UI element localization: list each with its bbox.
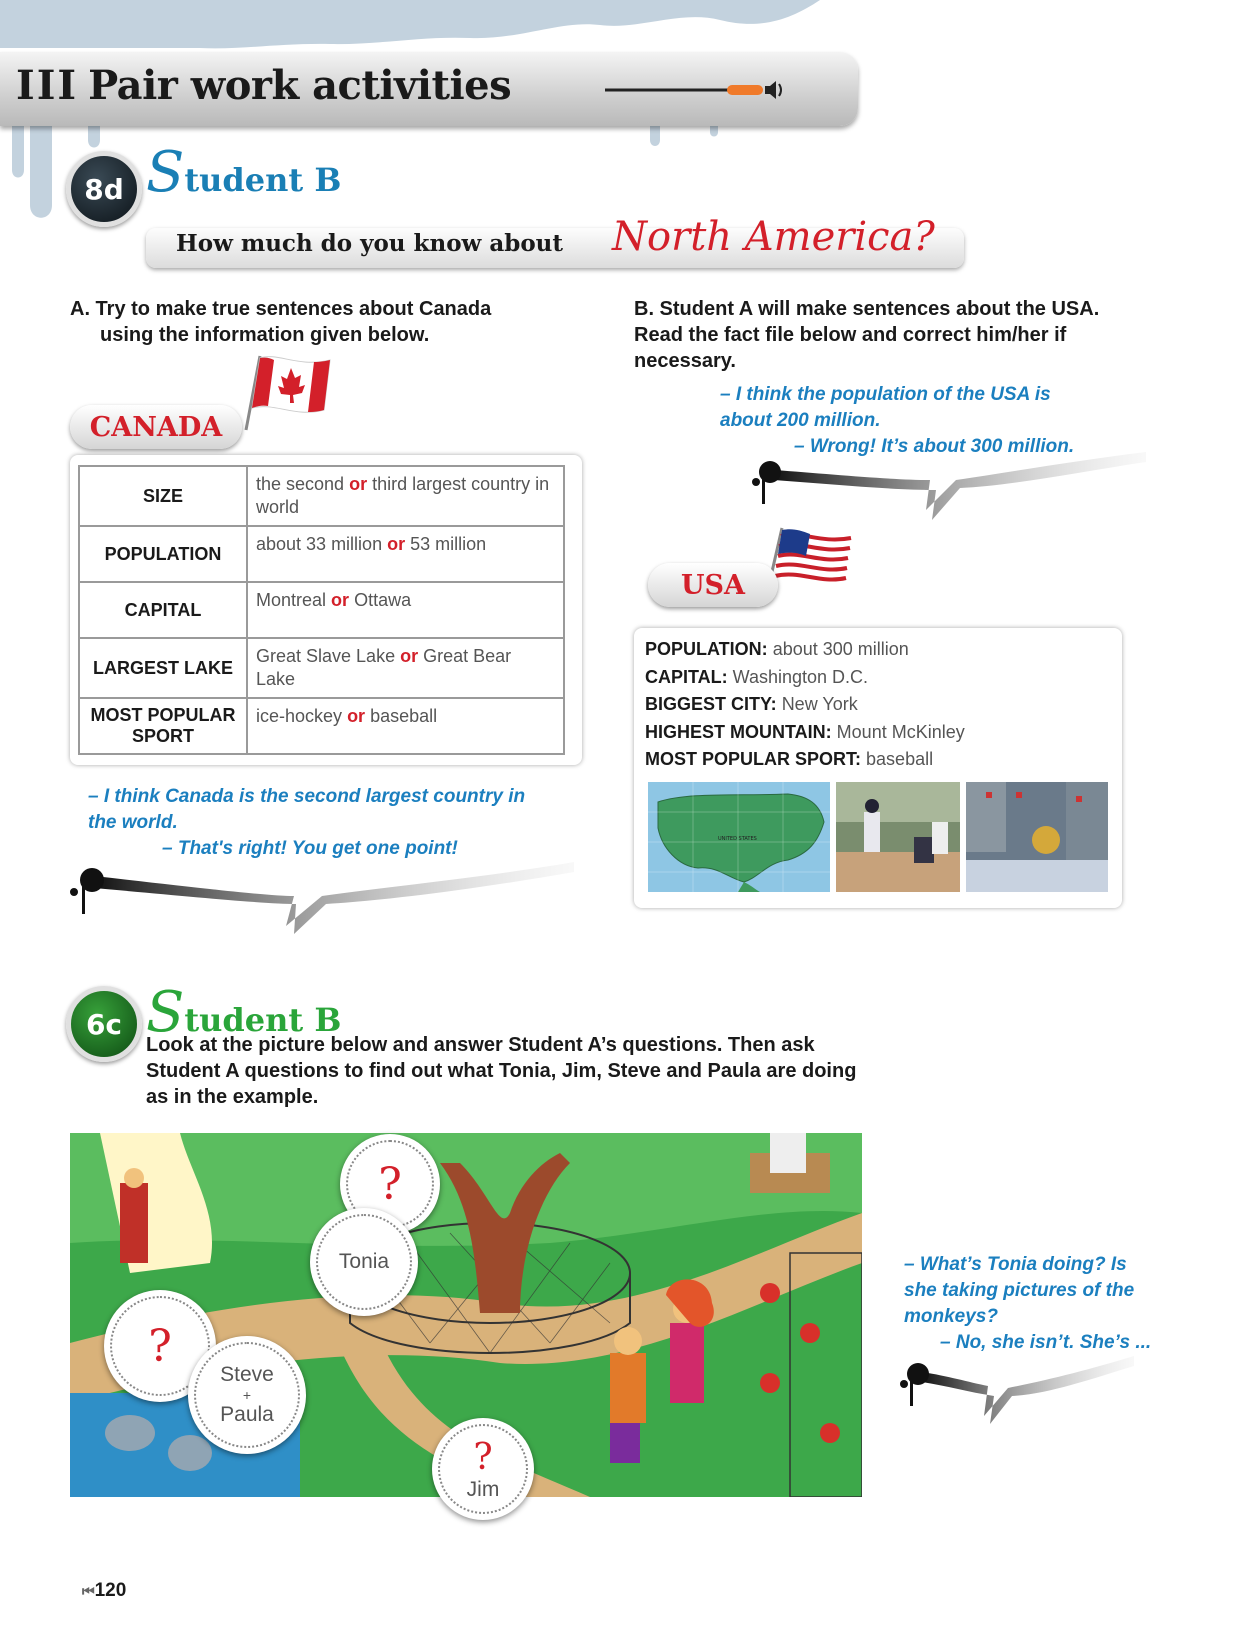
question-prefix: How much do you know about [176, 230, 564, 257]
dialog-usa-2: – Wrong! It’s about 300 million. [794, 436, 1075, 457]
question-highlight: North America? [612, 214, 935, 260]
dialog-tonia-1: – What’s Tonia doing? Is she taking pictures of the monkeys? [904, 1254, 1135, 1327]
rewind-icon: ⏮ [82, 1583, 95, 1599]
usa-map-image [648, 782, 830, 892]
usa-facts [645, 636, 965, 774]
canada-table [78, 465, 565, 755]
canada-flag-icon [238, 352, 338, 432]
row-value: the second or third largest country in world [247, 466, 564, 526]
name-jim: Jim [466, 1477, 500, 1501]
table-row [79, 466, 564, 526]
section-title-8d [146, 140, 341, 205]
title-rest: tudent B [184, 161, 342, 199]
dialog-tonia-2: – No, she isn’t. She’s ... [940, 1332, 1152, 1353]
title-rest: tudent B [184, 1001, 342, 1039]
name-steve: Steve [220, 1363, 274, 1386]
question-mark: ? [148, 1320, 172, 1372]
row-key: MOST POPULAR SPORT [79, 698, 247, 754]
plus-sign: + [242, 1387, 252, 1403]
baseball-photo [836, 782, 960, 892]
usa-tag: USA [648, 563, 778, 607]
row-value: Great Slave Lake or Great Bear Lake [247, 638, 564, 698]
fact-row: BIGGEST CITY: New York [645, 694, 858, 714]
row-key: CAPITAL [79, 582, 247, 638]
dialog-canada-2: – That's right! You get one point! [162, 838, 458, 859]
name-circle-jim [432, 1418, 534, 1520]
audio-slider [605, 76, 785, 104]
table-row [79, 698, 564, 754]
title-bars: III [16, 62, 79, 109]
question-mark: ? [473, 1436, 493, 1478]
fact-row: HIGHEST MOUNTAIN: Mount McKinley [645, 721, 965, 742]
row-key: POPULATION [79, 526, 247, 582]
instruction-a-line2: using the information given below. [100, 324, 430, 346]
page-number [82, 1580, 126, 1602]
city-photo [966, 782, 1108, 892]
map-label: UNITED STATES [718, 836, 757, 842]
question-mark: ? [378, 1158, 402, 1210]
canada-tag: CANADA [70, 405, 242, 449]
row-key: LARGEST LAKE [79, 638, 247, 698]
title-initial: S [146, 140, 185, 205]
row-value: about 33 million or 53 million [247, 526, 564, 582]
name-tonia: Tonia [338, 1250, 390, 1273]
instruction-6c: Look at the picture below and answer Student A’s questions. Then ask Student A questions to find out what Tonia, Jim, Steve and Paula are doing as in the example. [146, 1034, 857, 1108]
page-title [16, 62, 511, 109]
fact-row: MOST POPULAR SPORT: baseball [645, 749, 934, 769]
speech-tail-icon [750, 450, 1150, 530]
page-number-text: 120 [94, 1580, 127, 1601]
instruction-a-line1: A. Try to make true sentences about Canada [70, 298, 492, 320]
row-value: Montreal or Ottawa [247, 582, 564, 638]
dialog-canada-1: – I think Canada is the second largest country in the world. [88, 786, 526, 833]
fact-row: POPULATION: about 300 million [645, 639, 909, 659]
name-paula: Paula [220, 1403, 274, 1426]
instruction-a [70, 296, 540, 348]
fact-row: CAPITAL: Washington D.C. [645, 666, 869, 687]
table-row [79, 638, 564, 698]
name-circle-tonia [310, 1208, 418, 1316]
speech-tail-icon [898, 1352, 1138, 1432]
instruction-b: B. Student A will make sentences about the USA. Read the fact file below and correct him/her if necessary. [634, 298, 1100, 372]
title-text: Pair work activities [88, 62, 512, 109]
name-circle-steve-paula [188, 1336, 306, 1454]
badge-6c: 6c [66, 986, 142, 1062]
speech-tail-icon [64, 856, 584, 936]
row-key: SIZE [79, 466, 247, 526]
dialog-usa-1: – I think the population of the USA is about 200 million. [720, 384, 1051, 431]
badge-8d: 8d [66, 151, 142, 227]
table-row [79, 526, 564, 582]
title-initial: S [146, 980, 185, 1045]
row-value: ice-hockey or baseball [247, 698, 564, 754]
table-row [79, 582, 564, 638]
